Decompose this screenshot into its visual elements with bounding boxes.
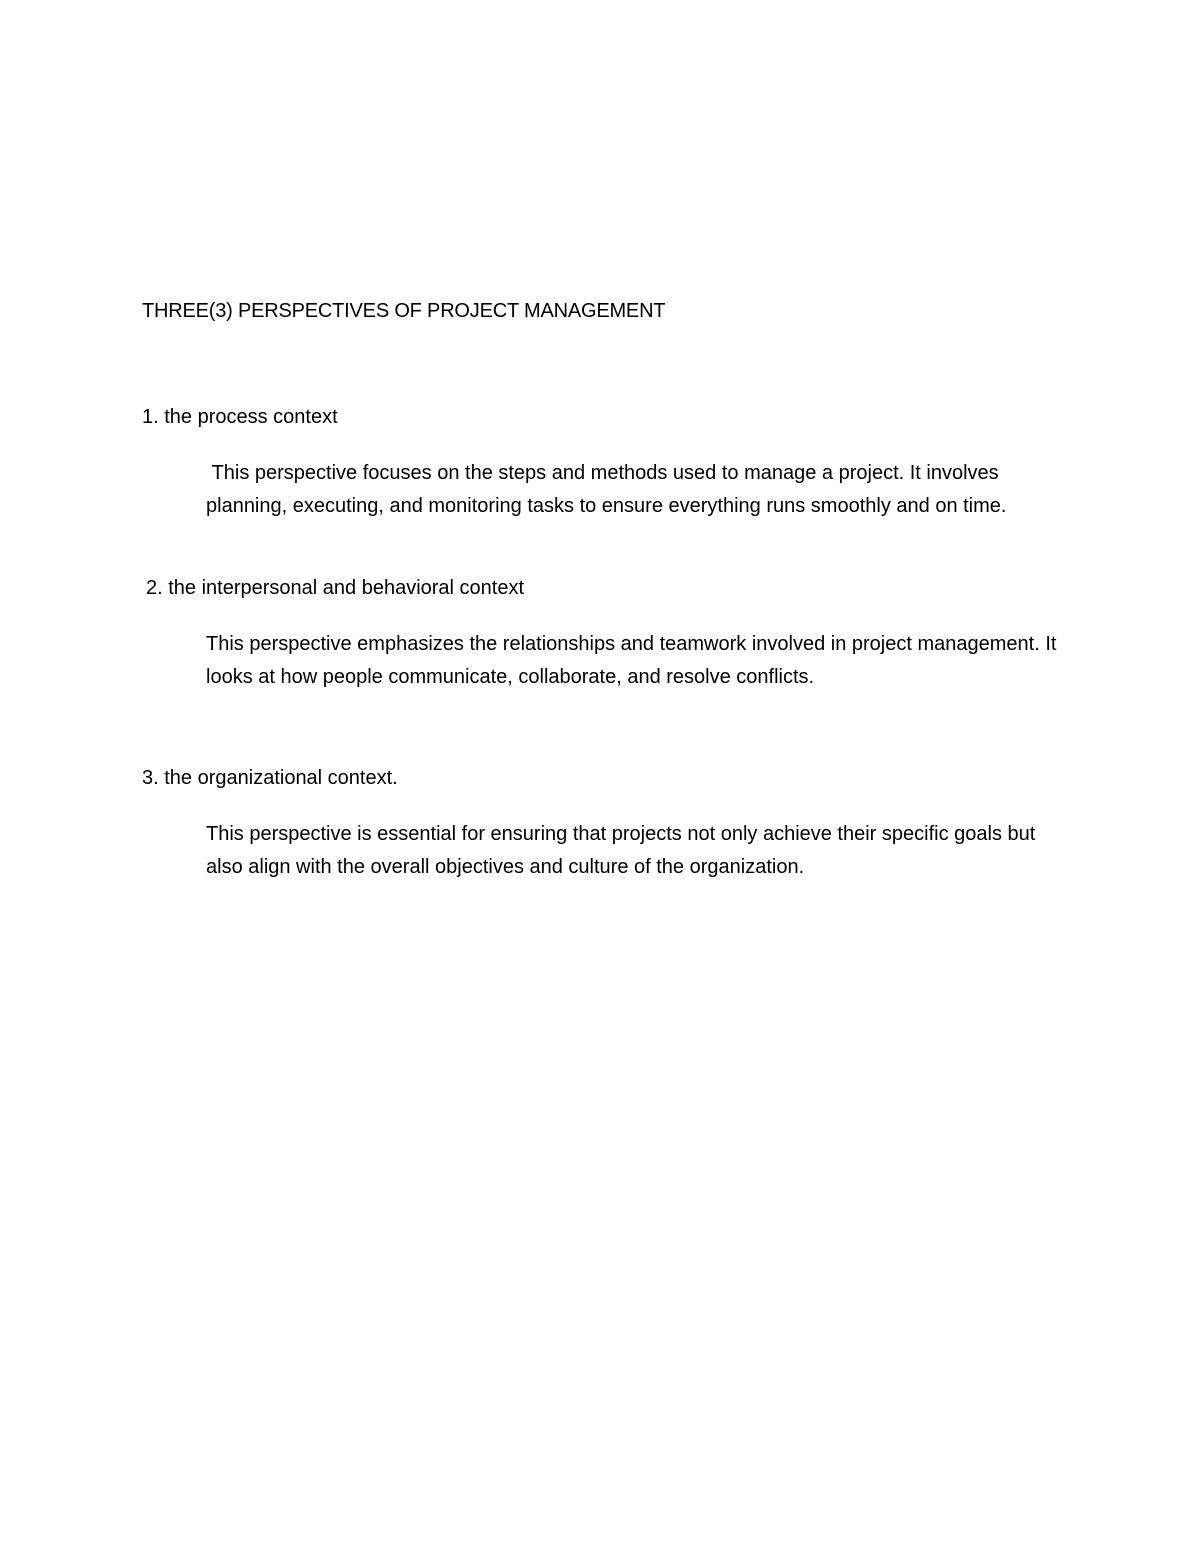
section-heading-organizational: 3. the organizational context. bbox=[142, 767, 398, 789]
section-body-interpersonal: This perspective emphasizes the relationships and teamwork involved in project management. It looks at how people communicate, collaborate, and resolve conflicts. bbox=[206, 633, 1057, 688]
section-body-organizational: This perspective is essential for ensuring that projects not only achieve their specific goals but also align with the overall objectives and culture of the organization. bbox=[206, 823, 1036, 878]
section-body-process: This perspective focuses on the steps and methods used to manage a project. It involves planning, executing, and monitoring tasks to ensure everything runs smoothly and on time. bbox=[206, 462, 1007, 517]
section-heading-process: 1. the process context bbox=[142, 406, 338, 428]
section-heading-interpersonal: 2. the interpersonal and behavioral context bbox=[146, 577, 525, 599]
document-title: THREE(3) PERSPECTIVES OF PROJECT MANAGEMENT bbox=[142, 300, 666, 322]
